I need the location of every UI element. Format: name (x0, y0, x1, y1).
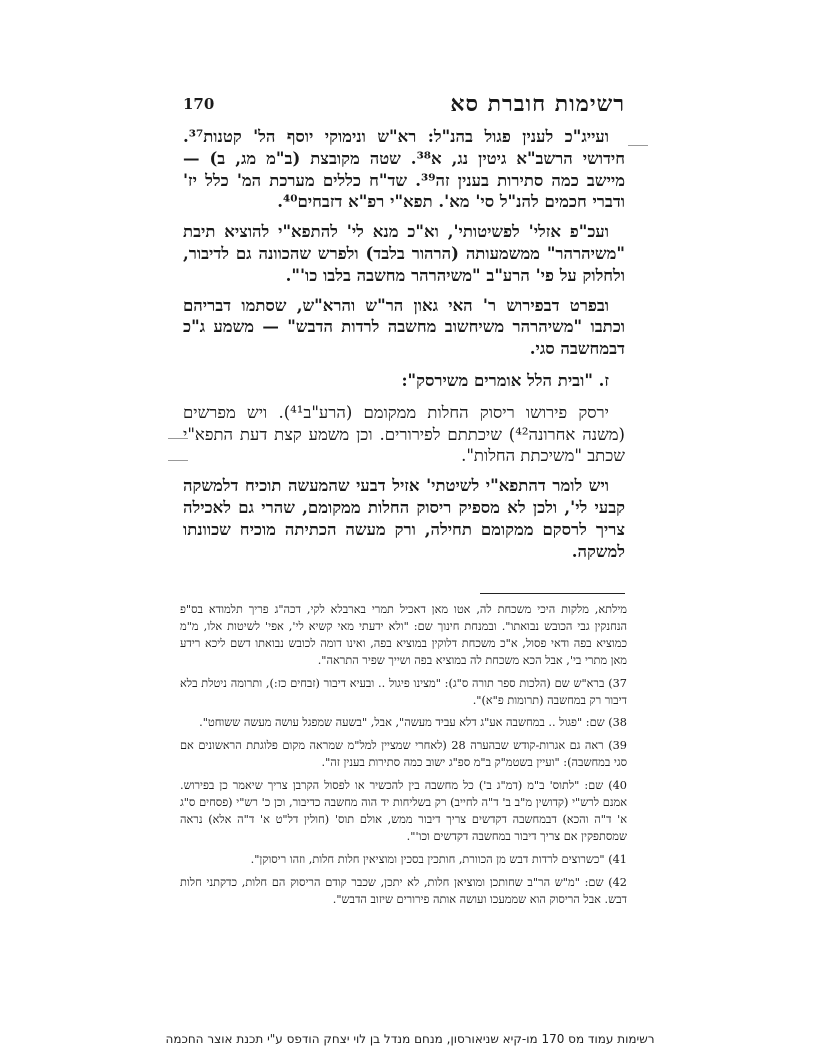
footnote: 39) ראה גם אגרות-קודש שבהערה 28 (לאחרי שמציין למל"מ שמראה מקום פלוגתת הראשונים אם סגי במחשבה): "ועיין בשטמ"ק ב"מ ספ"ג ישוב כמה סתירות בענין זה". (180, 739, 627, 770)
margin-mark (628, 145, 648, 146)
body-paragraph: ויש לומר דהתפא"י לשיטתי' אזיל דבעי שהמעשה תוכיח דלמשקה קבעי לי', ולכן לא מספיק ריסוק החלות ממקומם, שהרי גם לאכילה צריך לרסקם ממקומם תחילה, ורק מעשה הכתיתה מוכיח שכוונתו למשקה. (183, 476, 625, 561)
page-header (183, 86, 625, 122)
running-title: רשימות חוברת סא (450, 91, 625, 117)
footnote: 42) שם: "מ"ש הר"ב שחותכן ומוציאן חלות, לא יתכן, שכבר קודם הריסוק הם חלות, כדקתני חלות דבש. אבל הריסוק הוא שממעכו ועושה אותה פירורים שיזוב הדבש". (180, 875, 627, 906)
body-paragraph: ועייג"כ לענין פגול בהנ"ל: רא"ש ונימוקי יוסף הל' קטנות³⁷. חידושי הרשב"א גיטין נג, א³⁸. שטה מקובצת (ב"מ מג, ב) — מיישב כמה סתירות בענין זה³⁹. שד"ח כללים מערכת המ' כלל יז' ודברי חכמים להנ"ל סי' מא'. תפא"י רפ"א דזבחים⁴⁰. (183, 127, 626, 212)
footnote: מילתא, מלקות היכי משכחת לה, אטו מאן דאכיל תמרי בארבלא לקי, דכה"ג פריך תלמודא בס"פ הנחנקין גבי הכובש נבואתו". ובמנחת חינוך שם: "ולא ידעתי מאי קשיא לי', אפי' לשיטות אלו, מ"מ כמוציא בפה ודאי פסול, א"כ משכחת דלוקין במוציא בפה, ואינו דומה לכובש נבואתו דשם ליכא רידע מאן מתרי בי', אבל הכא משכחת לה במוציא בפה ושייך שפיר התראה". (180, 603, 627, 667)
section-heading: ז. "ובית הלל אומרים משירסק": (401, 370, 609, 390)
footnote: 38) שם: "פגול .. במחשבה אע"ג דלא עביד מעשה", אבל, "בשעה שמפגל עושה מעשה ששוחט". (199, 716, 627, 730)
body-paragraph: ועכ"פ אזלי' לפשיטותי', וא"כ מנא לי' להתפא"י להוציא תיבת "משיהרהר" ממשמעותה (הרהור בלבד) ולפרש שהכוונה גם לדיבור, ולחלוק על פי' הרע"ב "משיהרהר מחשבה בלבו כו'". (183, 222, 625, 285)
footnote: 37) ברא"ש שם (הלכות ספר תורה ס"ג): "מצינו פיגול .. ובעיא דיבור (זבחים כז:), ותרומה ניטלת בלא דיבור רק במחשבה (תרומות פ"א)". (180, 676, 627, 707)
footnote: 41) "כשרוצים לרדות דבש מן הכוורת, חותכין בסכין ומוציאין חלות חלות, וזהו ריסוקן". (250, 852, 627, 866)
footnotes-section (180, 602, 627, 915)
main-body (183, 126, 625, 570)
footnote: 40) שם: "לתוס' ב"מ (דמ"ג ב') כל מחשבה בין להכשיר או לפסול הקרבן צריך שיאמר כן בפירוש. אמנם לרש"י (קדושין מ"ב ב' ד"ה לחייב) רק בשליחות יד הוה מחשבה כדיבור, וכן כ' רש"י (פסחים ס"ג א' ד"ה והכא) דבמחשבה דקדשים צריך דיבור ממש, אולם תוס' (חולין דל"ט א' ד"ה אלא) נראה שמסתפקין אם צריך דיבור במחשבה דקדשים וכו'". (180, 779, 627, 843)
page-footer: רשימות עמוד מס 170 מו-קיא שניאורסון, מנחם מנדל בן לוי יצחק הודפס ע"י תכנת אוצר החכמה (165, 1032, 655, 1046)
body-paragraph: ובפרט דבפירוש ר' האי גאון הר"ש והרא"ש, שסתמו דבריהם וכתבו "משיהרהר משיחשוב מחשבה לרדות הדבש" — משמע ג"כ דבמחשבה סגי. (183, 295, 625, 359)
body-paragraph: ירסק פירושו ריסוק החלות ממקומם (הרע"ב⁴¹). ויש מפרשים (משנה אחרונה⁴²) שיכתתם לפירורים. וכן משמע קצת דעת התפא"י שכתב "משיכתת החלות". (183, 402, 625, 466)
page-number: 170 (183, 95, 215, 113)
footnote-divider (480, 593, 625, 594)
